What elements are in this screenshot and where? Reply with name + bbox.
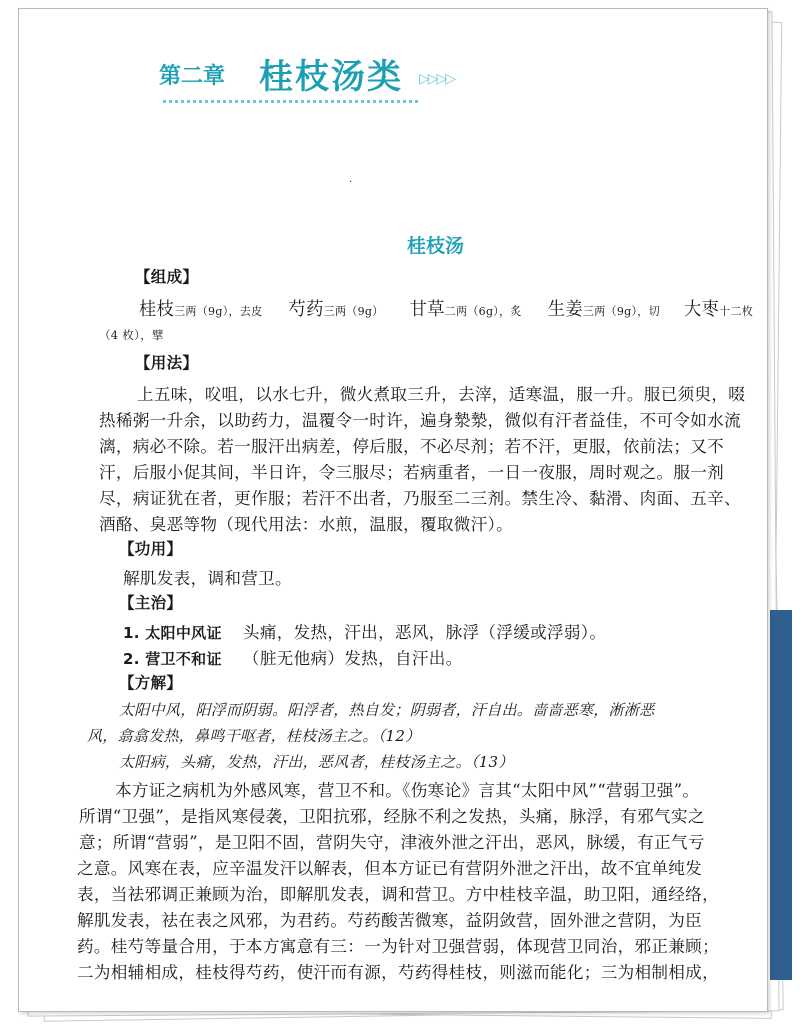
usage-line: 酒酪、臭恶等物（现代用法：水煎，温服，覆取微汗）。 bbox=[99, 515, 514, 534]
usage-heading: 【用法】 bbox=[135, 354, 199, 372]
herb-name: 生姜 bbox=[547, 299, 583, 320]
herb-name: 大枣 bbox=[684, 299, 720, 320]
book-page bbox=[18, 8, 768, 1012]
herb-dose: 三两（9g），切 bbox=[582, 304, 660, 318]
chevron-right-icon: ▷▷▷▷ bbox=[419, 71, 455, 87]
classic-quote-line: 太阳中风，阳浮而阴弱。阳浮者，热自发；阴弱者，汗自出。啬啬恶寒，淅淅恶 bbox=[119, 701, 655, 719]
herb-continuation: （4 枚），擘 bbox=[99, 328, 164, 342]
herb-dose: 三两（9g） bbox=[323, 304, 384, 318]
usage-line: 汗，后服小促其间，半日许，令三服尽；若病重者，一日一夜服，周时观之。服一剂 bbox=[99, 463, 725, 482]
herb-dose: 三两（9g），去皮 bbox=[174, 304, 263, 318]
usage-line: 尽，病证犹在者，更作服；若汗不出者，乃服至二三剂。禁生冷、黏滑、肉面、五辛、 bbox=[99, 489, 741, 508]
classic-quote-line: 风，翕翕发热，鼻鸣干呕者，桂枝汤主之。（12） bbox=[87, 727, 421, 745]
indications-heading: 【主治】 bbox=[119, 594, 183, 612]
herb-name: 桂枝 bbox=[139, 299, 175, 320]
usage-line: 上五味，㕮咀，以水七升，微火煮取三升，去滓，适寒温，服一升。服已须臾，啜 bbox=[137, 385, 746, 404]
composition-heading: 【组成】 bbox=[135, 268, 199, 286]
explanation-line: 解肌发表，祛在表之风邪，为君药。芍药酸苦微寒，益阴敛营，固外泄之营阴，为臣 bbox=[77, 911, 703, 930]
explanation-line: 本方证之病机为外感风寒，营卫不和。《伤寒论》言其“太阳中风”“营弱卫强”。 bbox=[115, 781, 700, 800]
chapter-title: 桂枝汤类 bbox=[259, 57, 403, 97]
stray-mark: · bbox=[349, 177, 353, 188]
herb-dose: 十二枚 bbox=[719, 304, 754, 318]
function-text: 解肌发表，调和营卫。 bbox=[123, 569, 292, 588]
indication-text: 头痛，发热，汗出，恶风，脉浮（浮缓或浮弱）。 bbox=[242, 623, 607, 642]
explanation-line: 二为相辅相成，桂枝得芍药，使汗而有源，芍药得桂枝，则滋而能化；三为相制相成， bbox=[77, 963, 719, 982]
explanation-line: 药。桂芍等量合用，于本方寓意有三：一为针对卫强营弱，体现营卫同治，邪正兼顾； bbox=[77, 937, 719, 956]
explanation-line: 所谓“卫强”，是指风寒侵袭，卫阳抗邪，经脉不利之发热，头痛，脉浮，有邪气实之 bbox=[79, 807, 705, 826]
section-title: 桂枝汤 bbox=[407, 235, 465, 257]
classic-quote-line: 太阳病，头痛，发热，汗出，恶风者，桂枝汤主之。（13） bbox=[119, 753, 514, 771]
usage-line: 热稀粥一升余，以助药力，温覆令一时许，遍身漐漐，微似有汗者益佳，不可令如水流 bbox=[99, 411, 741, 430]
indication-item bbox=[123, 619, 606, 643]
herb-name: 甘草 bbox=[409, 299, 445, 320]
indication-label: 1. 太阳中风证 bbox=[123, 624, 222, 642]
chapter-number: 第二章 bbox=[159, 63, 226, 89]
herb-dose: 二两（6g），炙 bbox=[444, 304, 522, 318]
indication-label: 2. 营卫不和证 bbox=[123, 650, 222, 668]
explanation-line: 之意。风寒在表，应辛温发汗以解表，但本方证已有营阴外泄之汗出，故不宜单纯发 bbox=[77, 859, 703, 878]
function-heading: 【功用】 bbox=[119, 540, 183, 558]
explanation-heading: 【方解】 bbox=[119, 674, 183, 692]
explanation-line: 表，当祛邪调正兼顾为治，即解肌发表，调和营卫。方中桂枝辛温，助卫阳，通经络， bbox=[77, 885, 719, 904]
dotted-underline bbox=[163, 97, 418, 103]
blue-edge-tab bbox=[770, 610, 792, 980]
indication-text: （脏无他病）发热，自汗出。 bbox=[242, 649, 463, 668]
herb-list bbox=[139, 295, 753, 321]
herb-name: 芍药 bbox=[288, 299, 324, 320]
usage-line: 漓，病必不除。若一服汗出病差，停后服，不必尽剂；若不汗，更服，依前法；又不 bbox=[99, 437, 725, 456]
indication-item bbox=[123, 645, 463, 669]
explanation-line: 意；所谓“营弱”，是卫阳不固，营阴失守，津液外泄之汗出，恶风，脉缓，有正气亏 bbox=[79, 833, 705, 852]
